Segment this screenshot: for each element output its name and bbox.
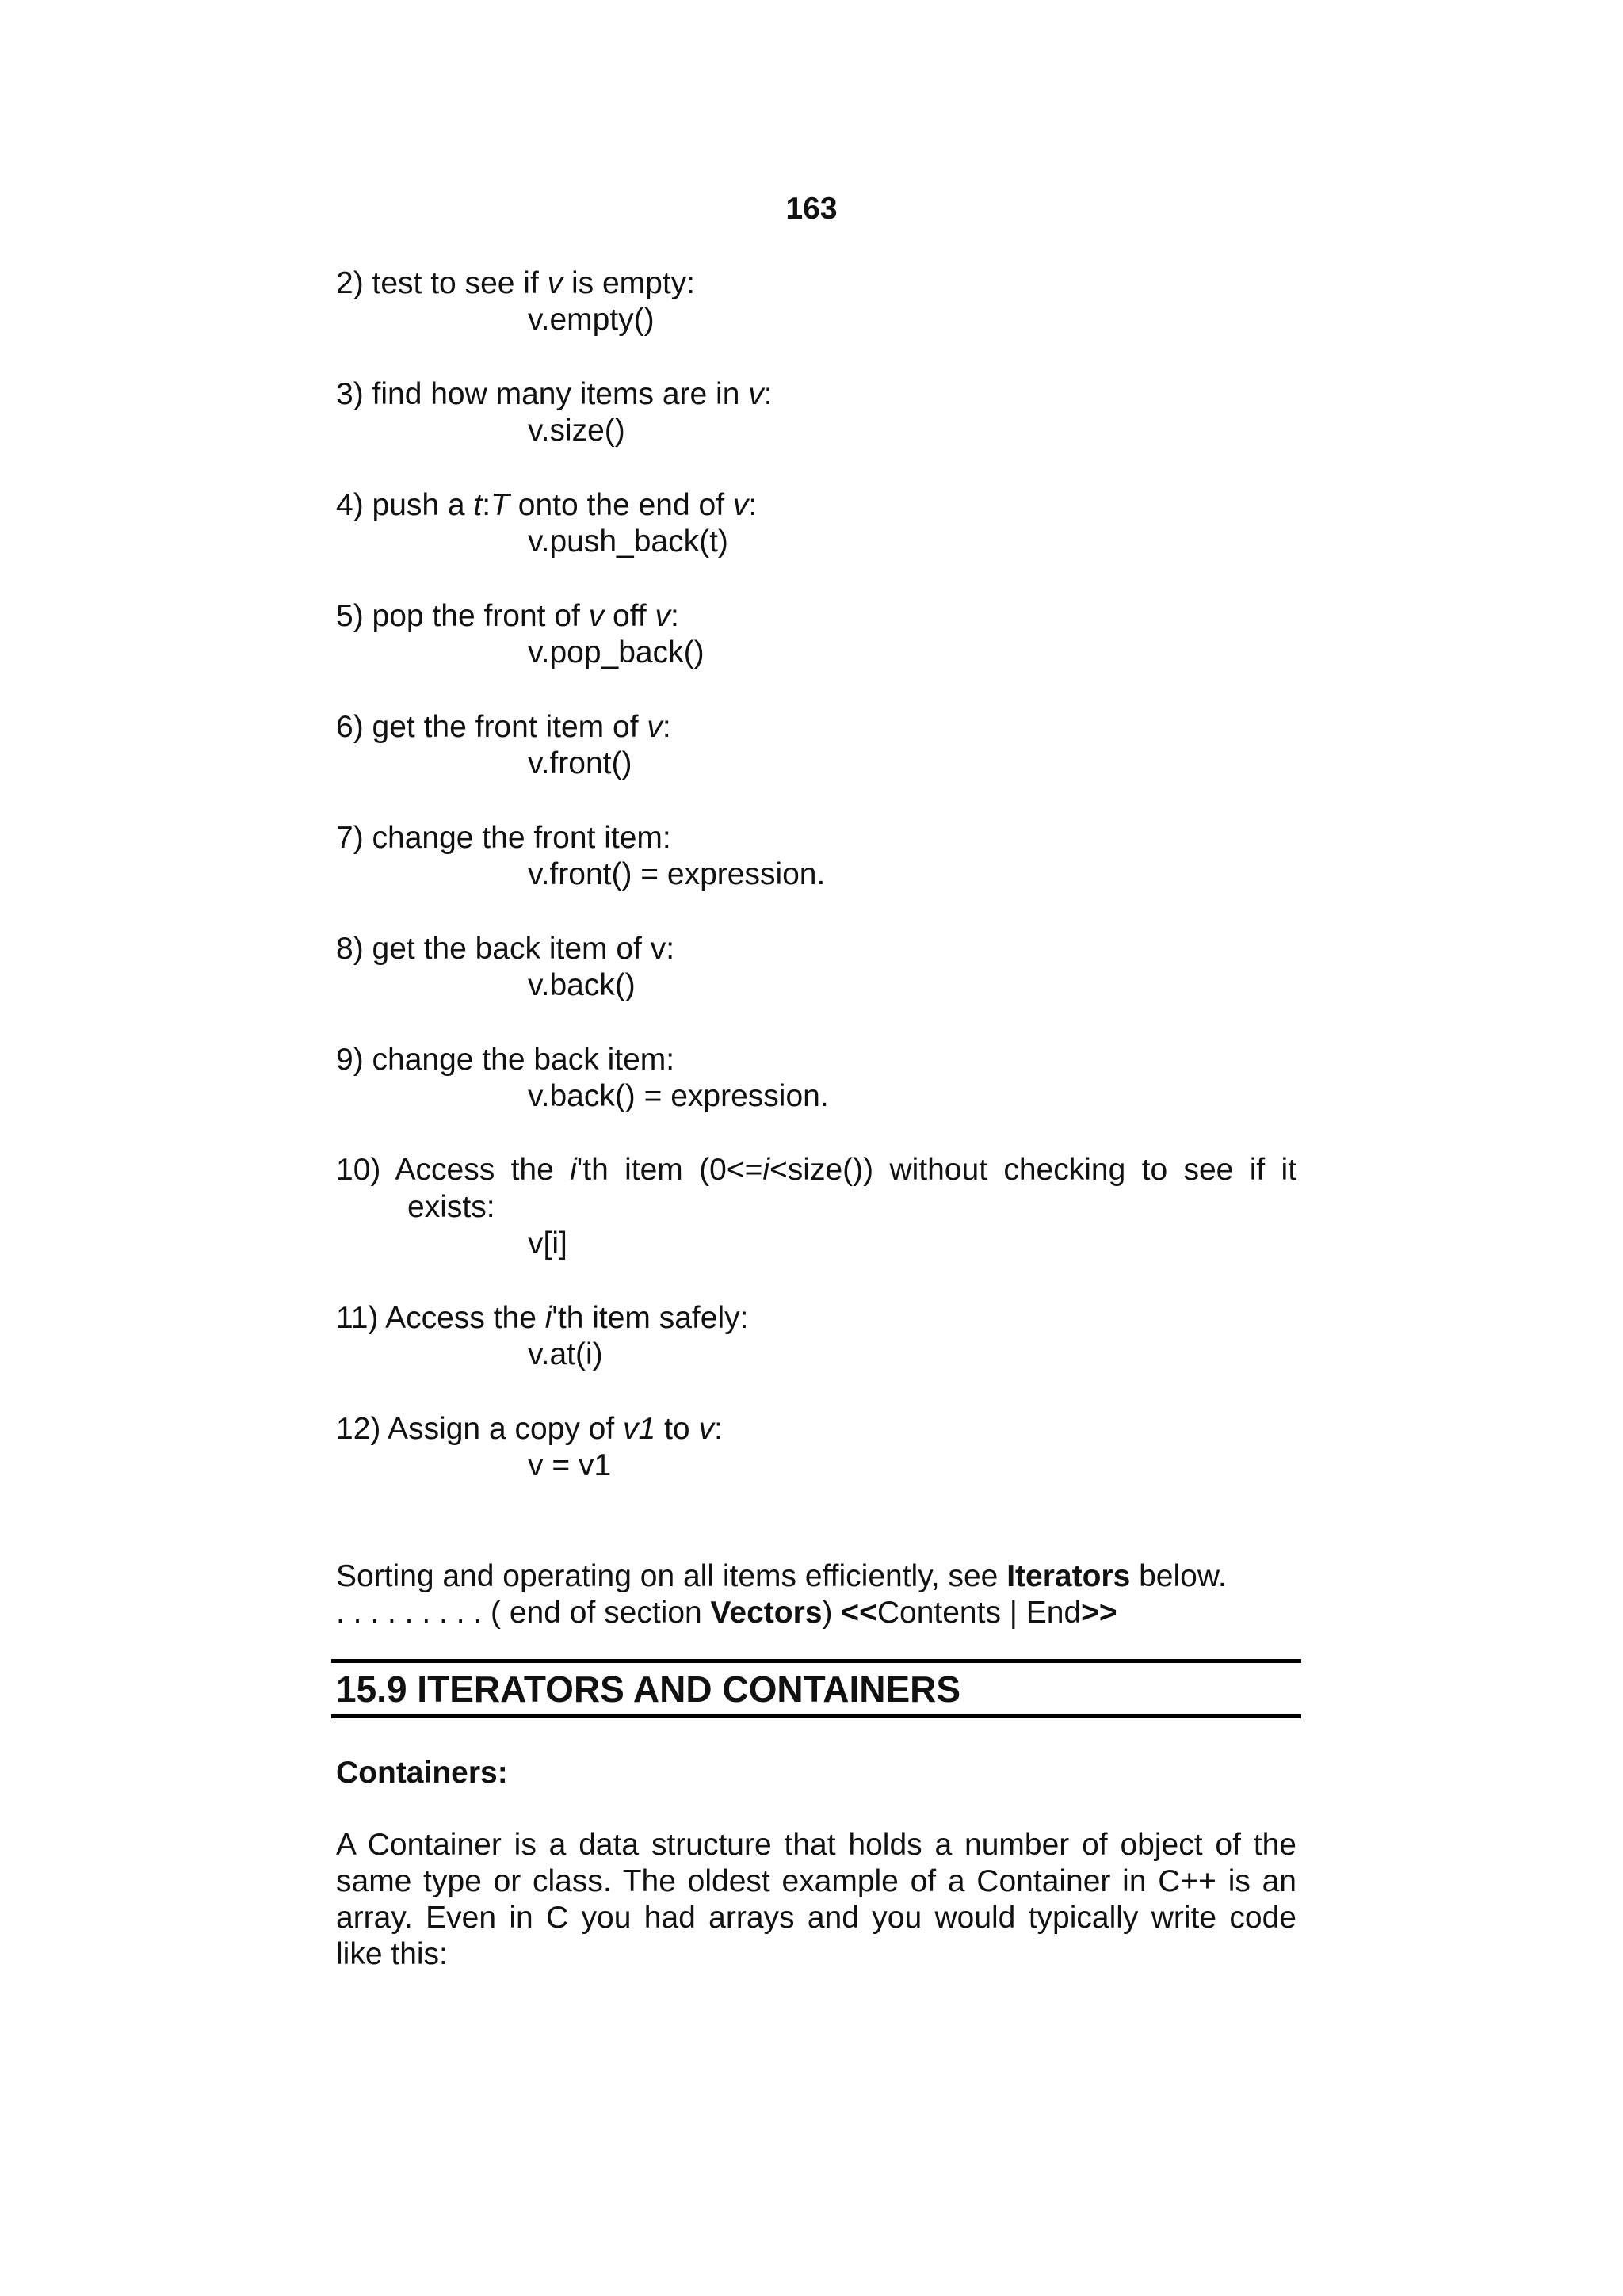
list-item: 11) Access the i'th item safely: (336, 1301, 749, 1335)
section-end-nav: . . . . . . . . . ( end of section Vectors) <<Contents | End>> (336, 1596, 1117, 1630)
contents-end-links[interactable]: Contents | End (876, 1596, 1082, 1630)
sorting-note: Sorting and operating on all items efficiently, see Iterators below. (336, 1559, 1227, 1593)
page-number: 163 (785, 192, 838, 226)
list-item: 2) test to see if v is empty: (336, 266, 695, 300)
list-item: 3) find how many items are in v: (336, 377, 773, 411)
code-line: v.front() = expression. (528, 857, 826, 891)
section-heading: 15.9 ITERATORS AND CONTAINERS (336, 1669, 961, 1710)
heading-top-rule (331, 1659, 1301, 1663)
list-item: 4) push a t:T onto the end of v: (336, 488, 758, 522)
code-line: v.front() (528, 746, 632, 780)
list-item: 8) get the back item of v: (336, 932, 675, 966)
list-item: 9) change the back item: (336, 1043, 675, 1077)
code-line: v.empty() (528, 303, 655, 337)
iterators-link[interactable]: Iterators (1006, 1559, 1131, 1593)
paragraph-line: array. Even in C you had arrays and you would typically write code (336, 1901, 1296, 1935)
containers-paragraph (336, 1827, 1296, 1973)
code-line: v.back() (528, 968, 636, 1002)
paragraph-line: like this: (336, 1937, 448, 1971)
code-line: v.at(i) (528, 1337, 603, 1371)
paragraph-line: A Container is a data structure that holds a number of object of the (336, 1828, 1296, 1862)
list-item: 12) Assign a copy of v1 to v: (336, 1412, 723, 1446)
list-item: 6) get the front item of v: (336, 710, 671, 744)
code-line: v.pop_back() (528, 635, 705, 669)
code-line: v[i] (528, 1226, 567, 1261)
paragraph-line: same type or class. The oldest example of a Container in C++ is an (336, 1864, 1296, 1898)
list-item: 5) pop the front of v off v: (336, 599, 679, 633)
code-line: v.size() (528, 414, 625, 448)
list-item-continuation: exists: (407, 1190, 495, 1224)
list-item: 10) Access the i'th item (0<=i<size()) without checking to see if it (336, 1153, 1297, 1187)
code-line: v = v1 (528, 1448, 612, 1482)
list-item: 7) change the front item: (336, 821, 671, 855)
code-line: v.back() = expression. (528, 1079, 829, 1113)
code-line: v.push_back(t) (528, 524, 728, 559)
heading-bottom-rule (331, 1714, 1301, 1718)
subheading: Containers: (336, 1756, 508, 1790)
